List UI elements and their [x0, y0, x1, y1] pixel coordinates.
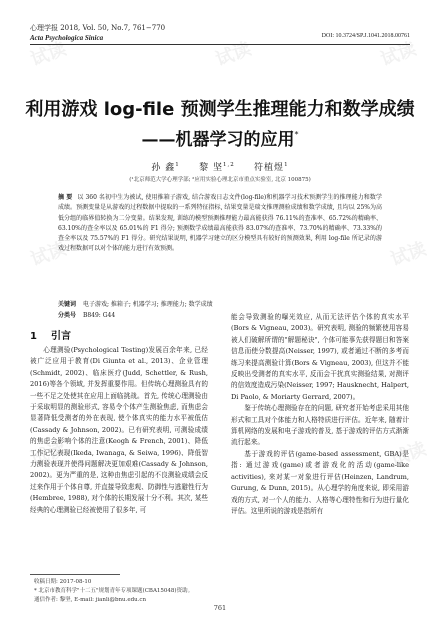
journal-citation: 心理学报 2018, Vol. 50, No.7, 761−770 — [30, 24, 166, 32]
affiliation: (¹北京师范大学心理学部; ²应用实验心理北京市重点实验室, 北京 100875) — [129, 177, 311, 183]
body-column-left — [30, 345, 208, 516]
paper-title: 利用游戏 log-file 预测学生推理能力和数学成绩 — [25, 99, 415, 120]
section-title: 引言 — [50, 331, 71, 342]
watermark: 试读 — [28, 38, 70, 71]
keywords — [58, 300, 382, 310]
footnote-funding: * 北京市教育科学"十二五"规划青年专项课题(CBA15048)资助。 — [34, 588, 194, 594]
classification-text: B849: G44 — [82, 312, 116, 319]
footnotes — [34, 578, 193, 605]
abstract-label: 摘 要 — [58, 194, 73, 201]
abstract-text: 以 360 名初中生为被试, 使用推箱子游戏, 结合游戏日志文件(log-file)和机器学习技术预测学生的推理能力和数学成绩。预测变量是从游戏的过程数据中提取的一系列特征指标, 结果变量是瑞文推理测验成绩和数学成绩, 且均以 25%为高低分组的临界值转换为二分变量。结果发现, 训练的模型预测推理能力最高能获得 76.11%的查准率、65.72%的精确率、63.10%的查全率以及 65.01%的 F1 得分; 预测数学成绩最高能获得 83.07%的查准率、73.70%的精确率、73.33%的查全率以及 75.57%的 F1 得分。研究结果说明, 机器学习建立的区分模型具有较好的预测效果, 利用 log-file 所记录的游戏过程数据可以对个体的能力进行有效预测。 — [58, 194, 382, 253]
author-affil-sup: 1 — [175, 162, 180, 168]
keywords-label: 关键词 — [58, 301, 77, 308]
watermark: 试读 — [28, 238, 70, 271]
doi[interactable]: DOI: 10.3724/SP.J.1041.2018.00761 — [321, 33, 410, 39]
body-column-right — [231, 312, 409, 517]
author-affil-sup: 1 — [284, 162, 289, 168]
watermark: 试读 — [213, 38, 255, 71]
footnote-received: 收稿日期: 2017-08-10 — [34, 579, 92, 585]
footnote-divider — [30, 574, 120, 575]
abstract — [58, 193, 382, 255]
paragraph: 能会导致测验的曝光效应, 从而无法评估个体的真实水平(Bors & Vigneau, 2003)。研究表明, 测验的频繁使用容易被人们破解所谓的"解题秘诀", 个体可能事先获得题目和答案信息而使分数提高(Neisser, 1997), 或者通过不断的多考而练习来提高测验计算(Bors & Vigneau, 2003), 但这并不能反映出受测者的真实水平, 反而会干扰真实测验结果, 对测评的信效度造成污染(Neisser, 1997; Hausknecht, Halpert, Di Paolo, & Moriarty Gerrard, 2007)。 — [231, 313, 409, 401]
header-divider — [30, 44, 410, 45]
page-number: 761 — [213, 604, 227, 612]
watermark: 试读 — [388, 438, 430, 471]
author-name: 黎 坚 — [199, 163, 223, 173]
author-affil-sup: 1,2 — [222, 162, 235, 168]
footnote-contact[interactable]: 通信作者: 黎坚, E-mail: jianli@bnu.edu.cn — [34, 597, 147, 603]
section-number: 1 — [30, 331, 37, 342]
watermark: 试读 — [378, 38, 420, 71]
author-list — [0, 160, 440, 173]
classification-label: 分类号 — [58, 312, 77, 319]
funding-mark: * — [294, 130, 299, 139]
watermark: 试读 — [28, 438, 70, 471]
watermark: 试读 — [388, 238, 430, 271]
classification — [58, 311, 115, 321]
journal-name-en: Acta Psychologica Sinica — [30, 34, 104, 42]
keywords-text: 电子游戏; 推箱子; 机器学习; 推理能力; 数学成绩 — [82, 301, 213, 308]
author-name: 符植煜 — [254, 163, 285, 173]
paragraph: 心理测验(Psychological Testing)发展百余年来, 已经被广泛应用于教育(Di Giunta et al., 2013)、企业管理(Schmidt, 2002)、临床医疗(Judd, Schettler, & Rush, 2016)等各个领域, 并发挥重要作用。但传统心理测验具有的一些不足之处使其在应用上面临挑战。首先, 传统心理测验由于采取明显的测验形式, 容易令个体产生测验焦虑, 而焦虑会显著降低受测者的外在表现, 使个体真实的能力水平被低估(Cassady & Johnson, 2002)。已有研究表明, 可测验成绩的焦虑会影响个体的注意(Keogh & French, 2001)、降低工作记忆表现(Ikeda, Iwanaga, & Seiwa, 1996)、降低智力测验表现并使得问题解决更加艰难(Cassady & Johnson, 2002)。更为严重的是, 这种由焦虑引起的不良测验成绩会反过来作用于个体自尊, 并直接导致悲观、防御性与逃避性行为(Hembree, 1988), 对个体的长期发展十分不利。其次, 某些经典的心理测验已经被使用了很多年, 可 — [30, 346, 208, 514]
section-heading — [30, 327, 71, 342]
paper-subtitle — [0, 124, 440, 151]
journal-header — [30, 23, 165, 43]
subtitle-text: ——机器学习的应用 — [141, 130, 295, 150]
paragraph: 基于游戏的评估(game-based assessment, GBA)是指: 通过游戏(game)或者游戏化的活动(game-like activities), 来对某一对象进行评估(Heinzen, Landrum, Gurung, & Dunn, 2015)。从心理学的角度来说, 即采用游戏的方式, 对一个人的能力、人格等心理特性和行为进行量化评估。这里所说的游戏是指所有 — [231, 449, 409, 515]
author-name: 孙 鑫 — [151, 163, 176, 173]
paragraph: 鉴于传统心理测验存在的问题, 研究者开始考虑采用其他形式和工具对个体能力和人格特质进行评估。近年来, 随着计算机网络的发展和电子游戏的普及, 基于游戏的评估方式渐渐流行起来。 — [231, 404, 409, 447]
